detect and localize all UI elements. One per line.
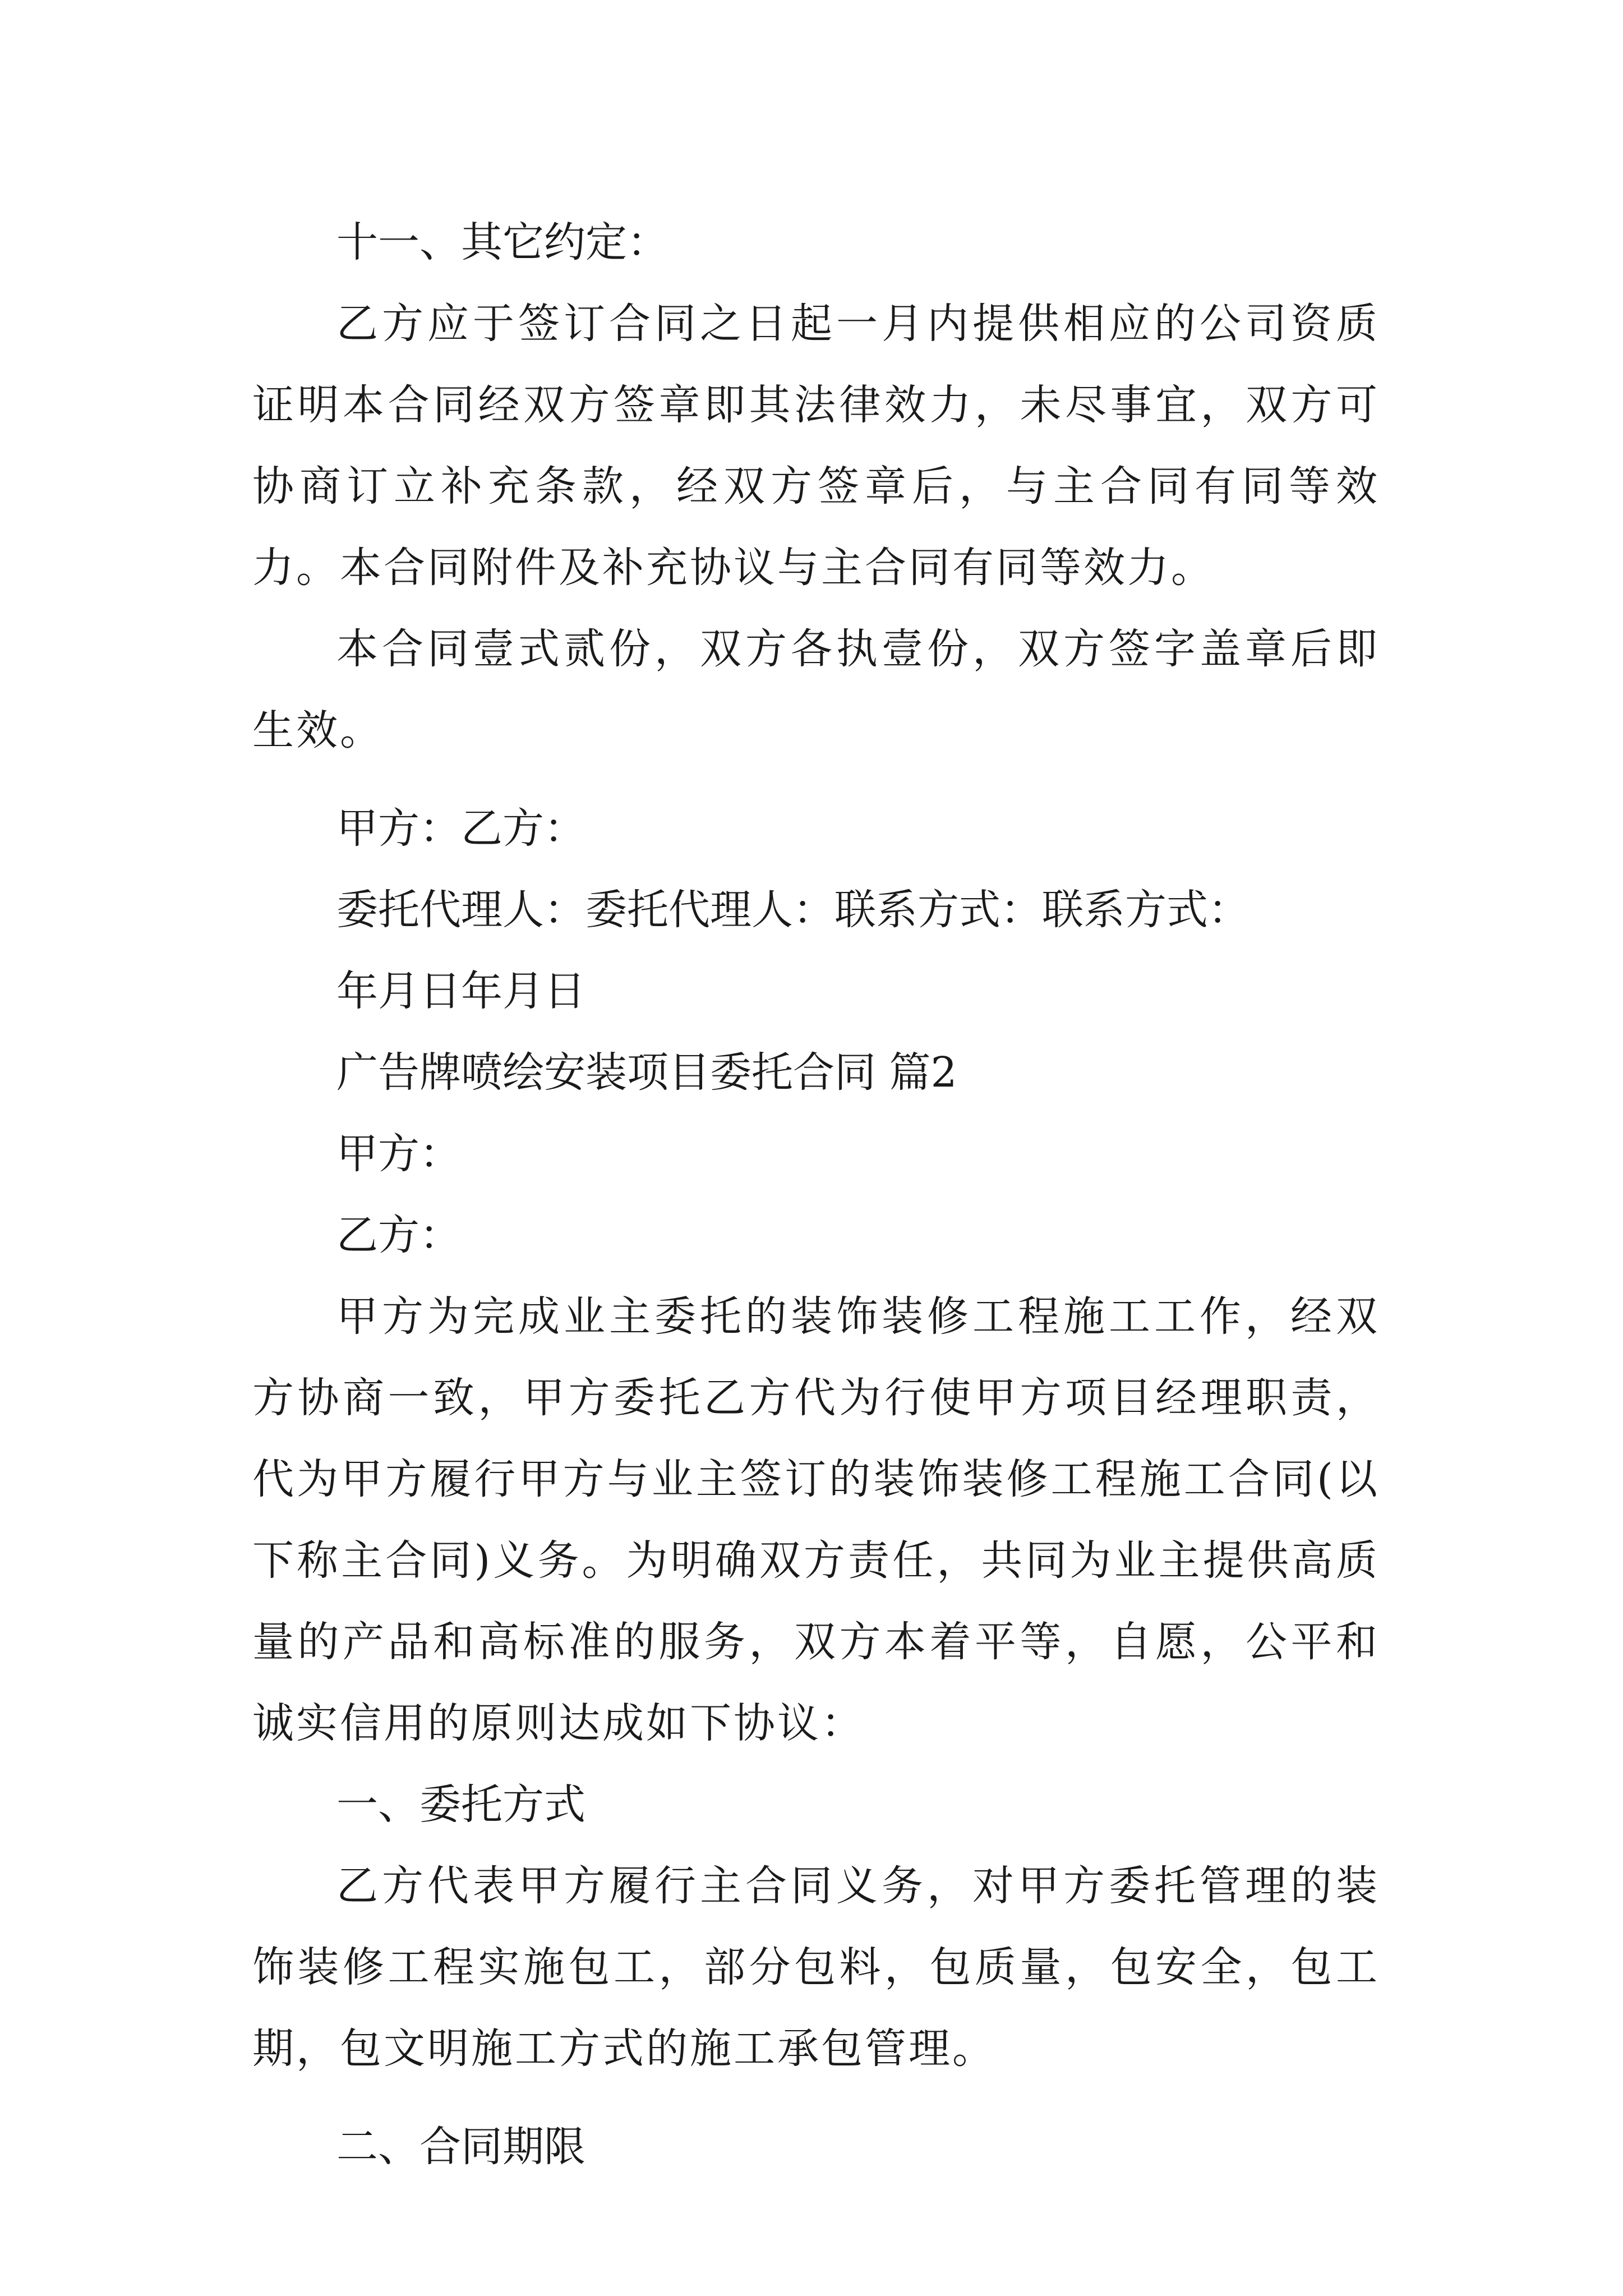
party-b-label: 乙方：	[336, 1211, 461, 1259]
signature-dates: 年月日年月日	[336, 967, 585, 1015]
spacer	[252, 2090, 1380, 2106]
document-body	[252, 202, 1380, 2188]
paragraph-copies: 本合同壹式贰份，双方各执壹份，双方签字盖章后即生效。	[252, 625, 1380, 754]
section-heading-entrustment-method: 一、委托方式	[336, 1780, 585, 1829]
spacer	[252, 771, 1380, 788]
paragraph-other-agreements: 乙方应于签订合同之日起一月内提供相应的公司资质证明本合同经双方签章即其法律效力，未尽事宜，双方可协商订立补充条款，经双方签章后，与主合同有同等效力。本合同附件及补充协议与主合同有同等效力。	[252, 300, 1380, 592]
signature-parties: 甲方：乙方：	[336, 804, 585, 853]
paragraph-intro: 甲方为完成业主委托的装饰装修工程施工工作，经双方协商一致，甲方委托乙方代为行使甲方项目经理职责，代为甲方履行甲方与业主签订的装饰装修工程施工合同(以下称主合同)义务。为明确双方责任，共同为业主提供高质量的产品和高标准的服务，双方本着平等，自愿，公平和诚实信用的原则达成如下协议：	[252, 1292, 1380, 1747]
section-heading-contract-term: 二、合同期限	[336, 2123, 585, 2171]
party-a-label: 甲方：	[336, 1130, 461, 1178]
paragraph-entrustment-method: 乙方代表甲方履行主合同义务，对甲方委托管理的装饰装修工程实施包工，部分包料，包质量，包安全，包工期，包文明施工方式的施工承包管理。	[252, 1862, 1380, 2073]
contract-title-part-2: 广告牌喷绘安装项目委托合同 篇2	[336, 1048, 957, 1097]
signature-agents: 委托代理人：委托代理人：联系方式：联系方式：	[336, 886, 1249, 934]
section-heading-other-agreements: 十一、其它约定：	[336, 218, 668, 266]
